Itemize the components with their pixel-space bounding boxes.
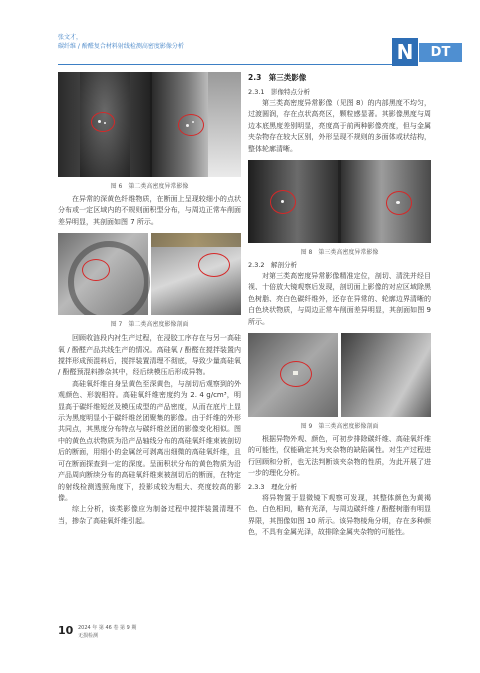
- logo-letter-n: N: [392, 38, 418, 66]
- defect-marker-circle: [178, 114, 204, 136]
- left-column: [58, 72, 241, 527]
- paragraph: 根据异物外观、颜色，可初步排除碳纤维、高硅氧纤维的可能性，仅能确定其为夹杂物的缺陷属性。对生产过程进行回顾和分析，也无法判断该夹杂物的性质，为此开展了进一步的理化分析。: [248, 435, 431, 478]
- subsection-heading: 2.3.3 理化分析: [248, 482, 298, 491]
- defect-marker-circle: [280, 361, 312, 387]
- section-heading: 2.3 第三类影像: [248, 73, 307, 82]
- journal-footer: [78, 625, 136, 640]
- paragraph: 综上分析，该类影像应为制备过程中搅拌装置清理不当，掺杂了高硅氧纤维引起。: [58, 505, 241, 525]
- logo-letters-dt: DT: [419, 43, 462, 62]
- figure-9-caption: 图 9 第三类高密度影像剖面: [300, 423, 379, 431]
- journal-issue: 2024 年 第 46 卷 第 9 期: [78, 625, 137, 631]
- header-rule: [58, 64, 392, 65]
- paragraph: 对第三类高密度异常影像精准定位，剖切、清洗并经目视、十倍放大镜观察后发现，剖切面上影像的对应区域除黑色树脂、亮白色碳纤维外，还存在异常的、轮廓边界清晰的白色块状物质，与周边正常车削面差异明显，其剖面如图 9 所示。: [248, 272, 431, 326]
- page-number: 10: [58, 624, 74, 637]
- figure-7-caption: 图 7 第二类高密度影像剖面: [110, 321, 189, 329]
- figure-8-caption: 图 8 第三类高密度异常影像: [300, 249, 379, 257]
- paragraph: 第三类高密度异常影像（见图 8）的内部黑度不均匀，过渡圆润，存在点状高亮区，颗粒感显著。其影像黑度与周边本底黑度差别明显，亮度高于前两种影像亮度，但与金属夹杂物存在较大区别，外形呈现不规则的多面体或状结构，整体轮廓清晰。: [248, 99, 431, 153]
- paragraph: 将异物置于显微镜下观察可发现，其整体颜色为黄褐色、白色相间，略有光泽，与周边碳纤维 / 酚醛树脂有明显界限，其图像如图 10 所示。该异物棱角分明，存在多种颜色，不具有金属光泽，故排除金属夹杂物的可能性。: [248, 493, 431, 536]
- paragraph: 在异常的深黄色纤维物质，在断面上呈现较细小的点状分布或一定区域内的不规则面积型分布，与周边正常车削面差异明显，其剖面如图 7 所示。: [58, 195, 241, 226]
- right-column: [248, 72, 431, 538]
- paragraph: 回顾收涟段内衬生产过程，在浸胶工序存在与另一高硅氧 / 酚醛产品共线生产的情况。高硅氧 / 酚醛在搅拌装置内搅拌形成预混料后，搅拌装置清理不彻底，导致少量高硅氧 / 酚醛预混料掺杂其中，经后续模压后形成异物。: [58, 334, 241, 377]
- subsection-heading: 2.3.1 影像特点分析: [248, 88, 311, 96]
- figure-7: [58, 233, 241, 315]
- figure-8: [248, 160, 431, 243]
- subsection-heading: 2.3.2 解剖分析: [248, 261, 298, 270]
- defect-marker-circle: [270, 190, 296, 214]
- figure-9: [248, 333, 431, 417]
- header-running-title: 碳纤维 / 酚醛复合材料射线检测高密度影像分析: [58, 43, 184, 50]
- journal-logo: [392, 38, 462, 66]
- header-authors: 张文才，: [58, 34, 83, 41]
- figure-6: [58, 72, 241, 177]
- defect-marker-circle: [91, 112, 115, 132]
- journal-name: 无损检测: [78, 632, 99, 639]
- running-header: [58, 33, 184, 51]
- defect-marker-circle: [386, 191, 412, 215]
- figure-6-caption: 图 6 第二类高密度异常影像: [110, 183, 189, 190]
- paragraph: 高硅氧纤维自身呈黄色至深黄色，与剖切后观察到的外观颜色、形貌相符。高硅氧纤维密度约为 2. 4 g/cm³，明显高于碳纤维短丝及模压成型的产品密度，从而在底片上显示为黑度明显小于碳纤维丝团聚集的影像。由于纤维的外形共同点，其黑度分布特点与碳纤维丝团的影像变化相似。图中的黄色点状物质为沿产品轴线分布的高硅氧纤维束被剖切后的断面，用细小的金属丝可剥离出细微的高硅氧纤维，且可在断面探查到一定的深度。呈面积状分布的黄色物质为沿产品周向断续分布的高硅氧纤维束被剖切后的断面，在特定的射线检测透照角度下，投影成较为粗大、亮度较高的影像。: [58, 379, 241, 502]
